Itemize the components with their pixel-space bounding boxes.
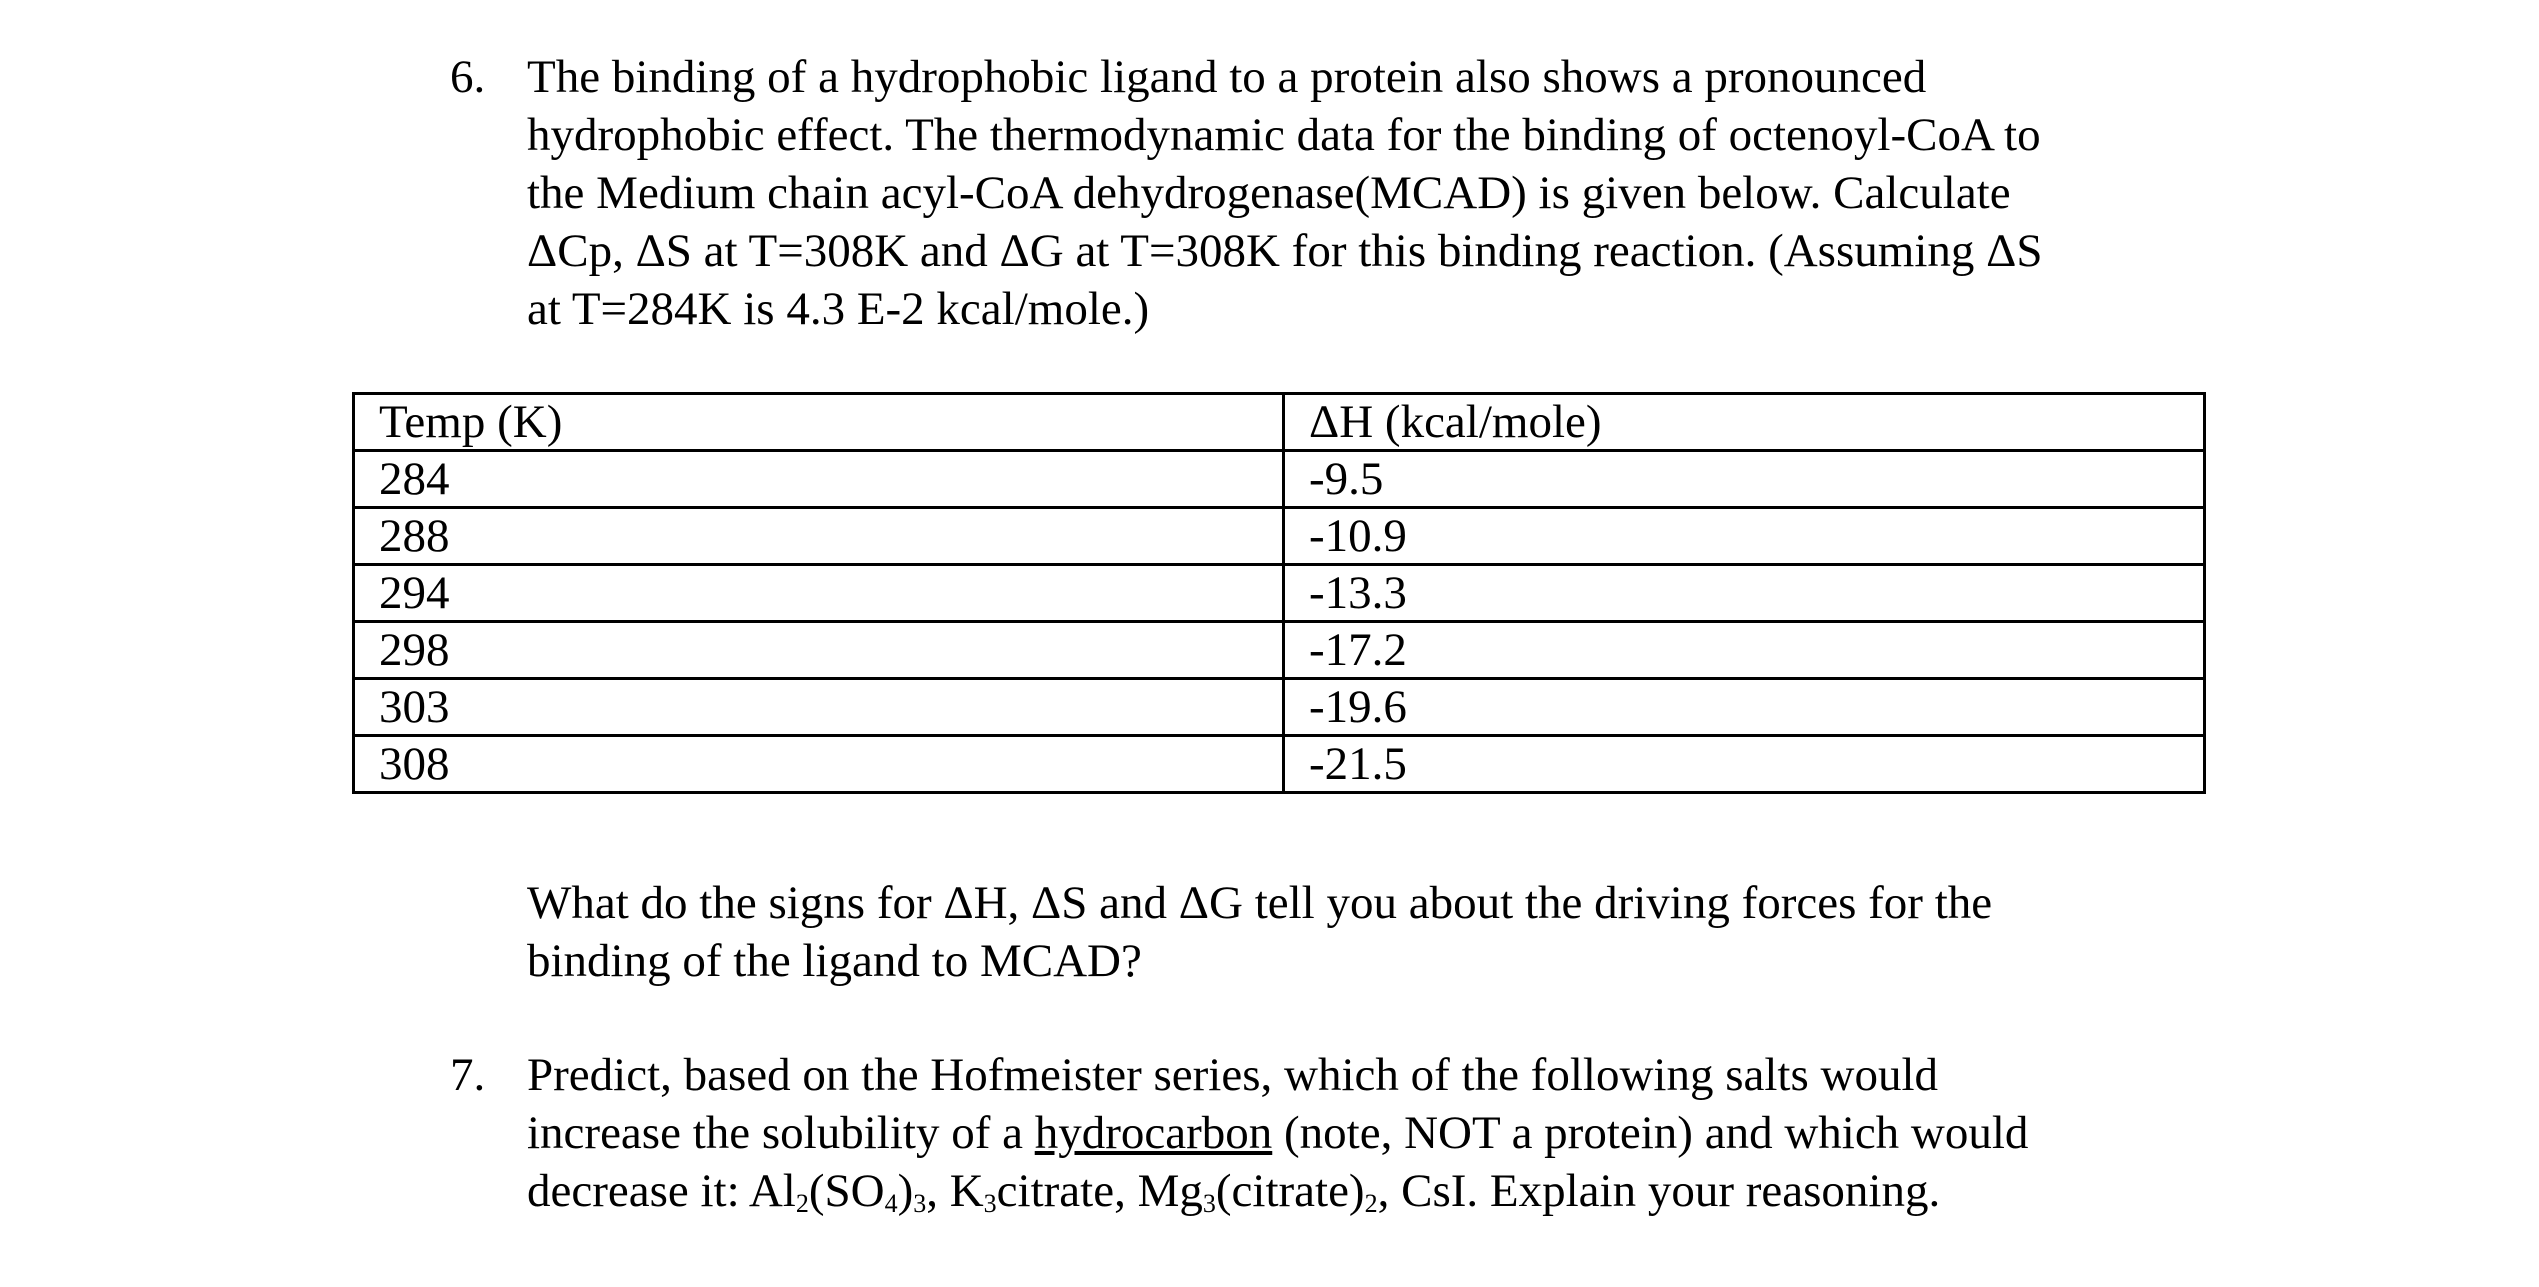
temp-cell: 298 xyxy=(354,622,1284,679)
salts-text: ) xyxy=(897,1165,914,1217)
temp-column-header: Temp (K) xyxy=(354,394,1284,451)
subscript: 2 xyxy=(795,1189,809,1218)
subscript: 3 xyxy=(913,1189,927,1218)
table-row xyxy=(354,622,2205,679)
salts-text: , K xyxy=(926,1165,984,1217)
question-6-line: ΔCp, ΔS at T=308K and ΔG at T=308K for this binding reaction. (Assuming ΔS xyxy=(527,225,2043,277)
question-6-text xyxy=(527,48,2043,338)
temp-cell: 284 xyxy=(354,451,1284,508)
subscript: 2 xyxy=(1364,1189,1378,1218)
salts-text: decrease it: Al xyxy=(527,1165,796,1217)
question-7-line-text: increase the solubility of a xyxy=(527,1107,1035,1159)
table-header-row xyxy=(354,394,2205,451)
followup-line: binding of the ligand to MCAD? xyxy=(527,935,1142,987)
enthalpy-cell: -19.6 xyxy=(1284,679,2205,736)
salts-text: (SO xyxy=(808,1165,885,1217)
underlined-word-hydrocarbon: hydrocarbon xyxy=(1034,1107,1273,1159)
salts-text: citrate, Mg xyxy=(996,1165,1203,1217)
question-6-line: the Medium chain acyl-CoA dehydrogenase(MCAD) is given below. Calculate xyxy=(527,167,2011,219)
question-6-number: 6. xyxy=(450,51,486,103)
table-row xyxy=(354,736,2205,793)
enthalpy-cell: -17.2 xyxy=(1284,622,2205,679)
question-6-line: at T=284K is 4.3 E-2 kcal/mole.) xyxy=(527,283,1150,335)
subscript: 3 xyxy=(1202,1189,1216,1218)
question-6-line: The binding of a hydrophobic ligand to a protein also shows a pronounced xyxy=(527,51,1927,103)
salts-text: , CsI. Explain your reasoning. xyxy=(1377,1165,1941,1217)
salts-text: (citrate) xyxy=(1215,1165,1365,1217)
followup-question xyxy=(527,874,1992,990)
table-row xyxy=(354,508,2205,565)
table-row xyxy=(354,451,2205,508)
enthalpy-cell: -13.3 xyxy=(1284,565,2205,622)
enthalpy-cell: -9.5 xyxy=(1284,451,2205,508)
question-6-line: hydrophobic effect. The thermodynamic data for the binding of octenoyl-CoA to xyxy=(527,109,2041,161)
enthalpy-cell: -21.5 xyxy=(1284,736,2205,793)
table-row xyxy=(354,679,2205,736)
subscript: 4 xyxy=(884,1189,898,1218)
temp-cell: 303 xyxy=(354,679,1284,736)
table-row xyxy=(354,565,2205,622)
temp-cell: 294 xyxy=(354,565,1284,622)
temp-cell: 288 xyxy=(354,508,1284,565)
question-7-line: Predict, based on the Hofmeister series, which of the following salts would xyxy=(527,1049,1939,1101)
thermodynamic-data-table xyxy=(352,392,2206,794)
temp-cell: 308 xyxy=(354,736,1284,793)
question-7-line-text: (note, NOT a protein) and which would xyxy=(1272,1107,2029,1159)
question-7-line xyxy=(527,1104,2028,1162)
question-7-text xyxy=(527,1046,2028,1220)
enthalpy-column-header: ΔH (kcal/mole) xyxy=(1284,394,2205,451)
followup-line: What do the signs for ΔH, ΔS and ΔG tell you about the driving forces for the xyxy=(527,877,1993,929)
subscript: 3 xyxy=(983,1189,997,1218)
enthalpy-cell: -10.9 xyxy=(1284,508,2205,565)
question-7-number: 7. xyxy=(450,1049,486,1101)
question-7-salts-line xyxy=(527,1162,2028,1220)
